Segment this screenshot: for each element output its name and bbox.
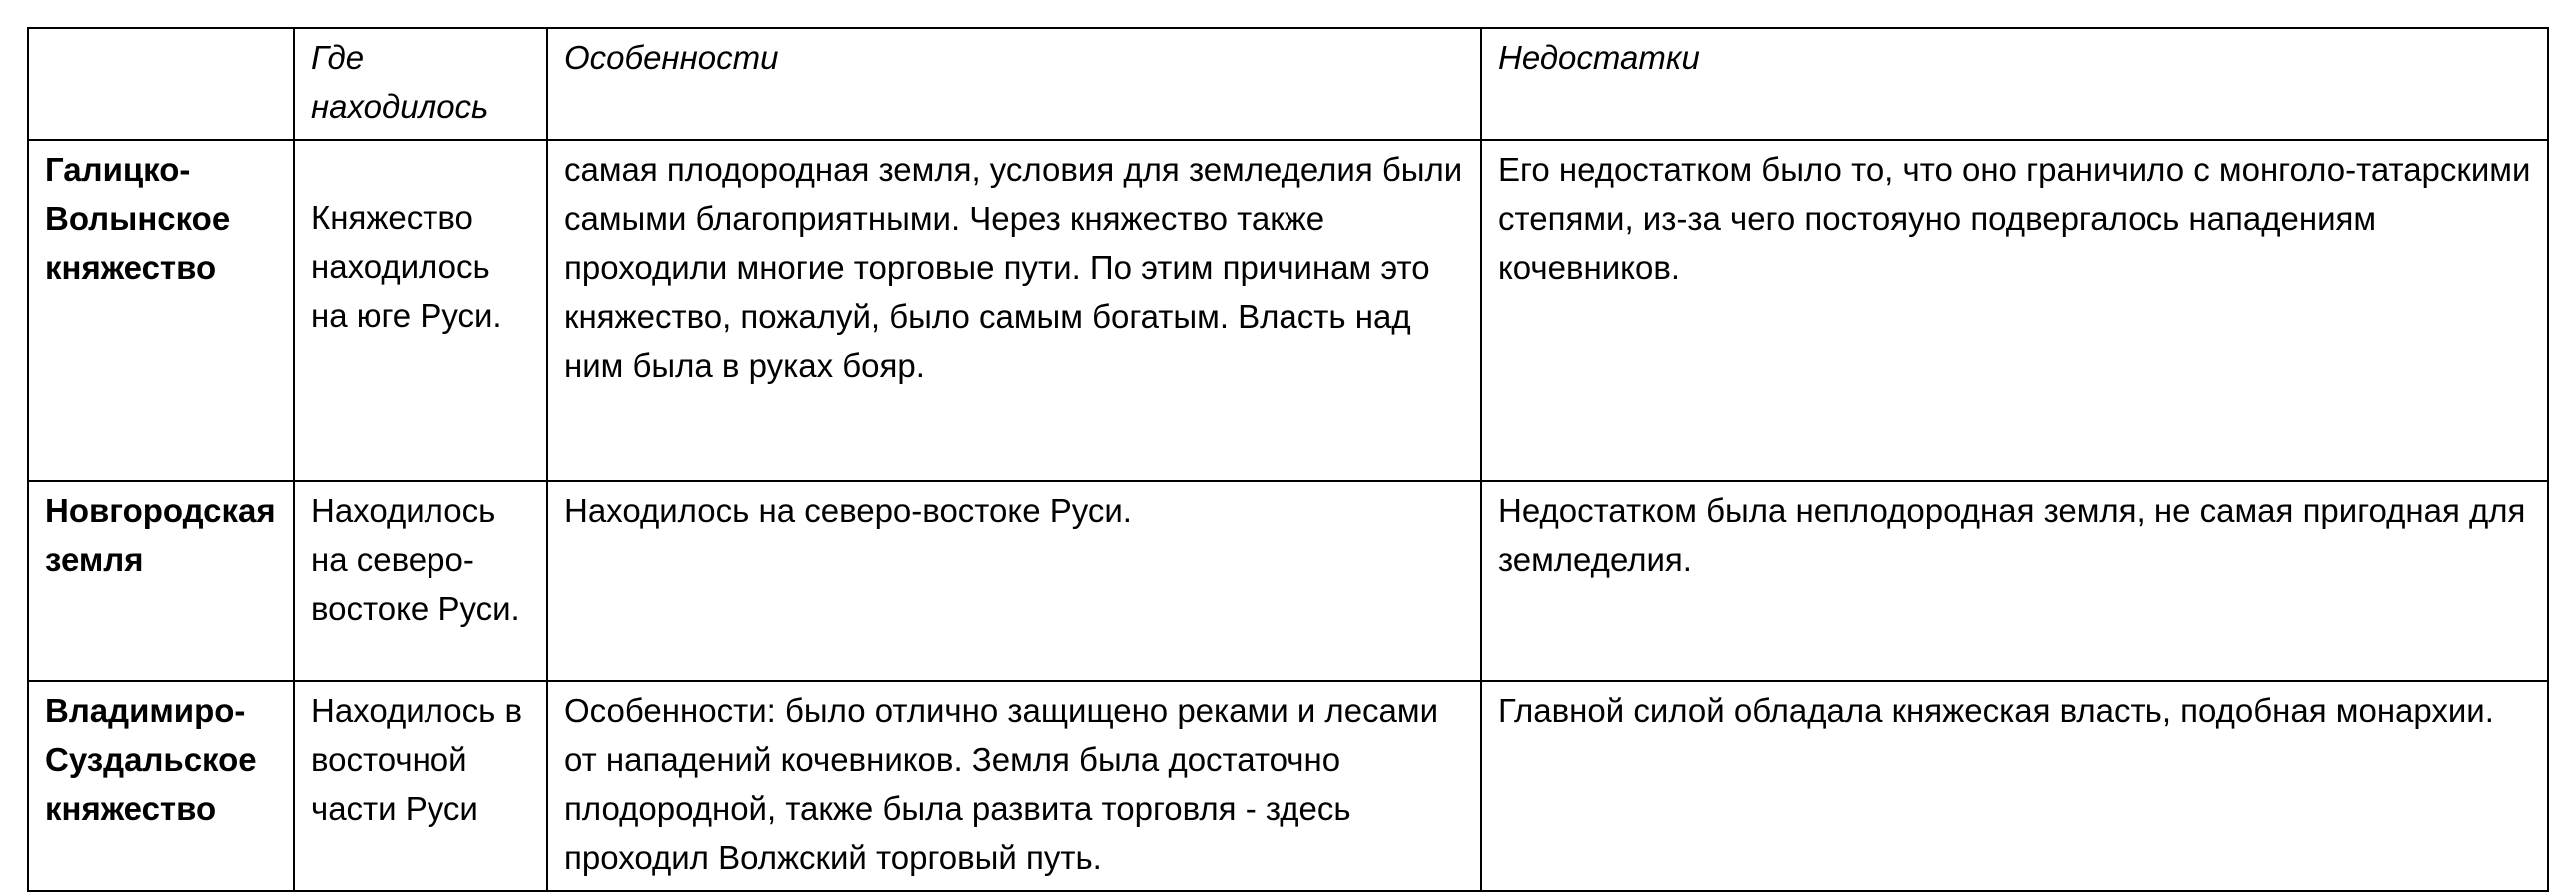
table-row [28,481,2548,681]
table-header-row [28,28,2548,140]
row-name-cell: Галицко-Волынское княжество [28,140,294,481]
row-where-cell: Княжество находилось на юге Руси. [294,140,547,481]
header-cell-disadvantages: Недостатки [1481,28,2548,140]
row-name-cell: Новгородская земля [28,481,294,681]
row-features-cell: Особенности: было отлично защищено реками и лесами от нападений кочевников. Земля была достаточно плодородной, также была развита торговля - здесь проходил Волжский торговый путь. [547,681,1481,891]
row-disadvantages-cell: Его недостатком было то, что оно граничило с монголо-татарскими степями, из-за чего постояуно подвергалось нападениям кочевников. [1481,140,2548,481]
header-cell-where: Где находилось [294,28,547,140]
row-features-cell: самая плодородная земля, условия для земледелия были самыми благоприятными. Через княжество также проходили многие торговые пути. По этим причинам это княжество, пожалуй, было самым богатым. Власть над ним была в руках бояр. [547,140,1481,481]
row-where-cell: Находилось на северо-востоке Руси. [294,481,547,681]
row-disadvantages-cell: Недостатком была неплодородная земля, не самая пригодная для земледелия. [1481,481,2548,681]
row-where-cell: Находилось в восточной части Руси [294,681,547,891]
row-features-cell: Находилось на северо-востоке Руси. [547,481,1481,681]
header-cell-features: Особенности [547,28,1481,140]
header-cell-empty [28,28,294,140]
principalities-table [27,27,2549,892]
table-row [28,681,2548,891]
row-disadvantages-cell: Главной силой обладала княжеская власть, подобная монархии. [1481,681,2548,891]
table-row [28,140,2548,481]
row-name-cell: Владимиро-Суздальское княжество [28,681,294,891]
